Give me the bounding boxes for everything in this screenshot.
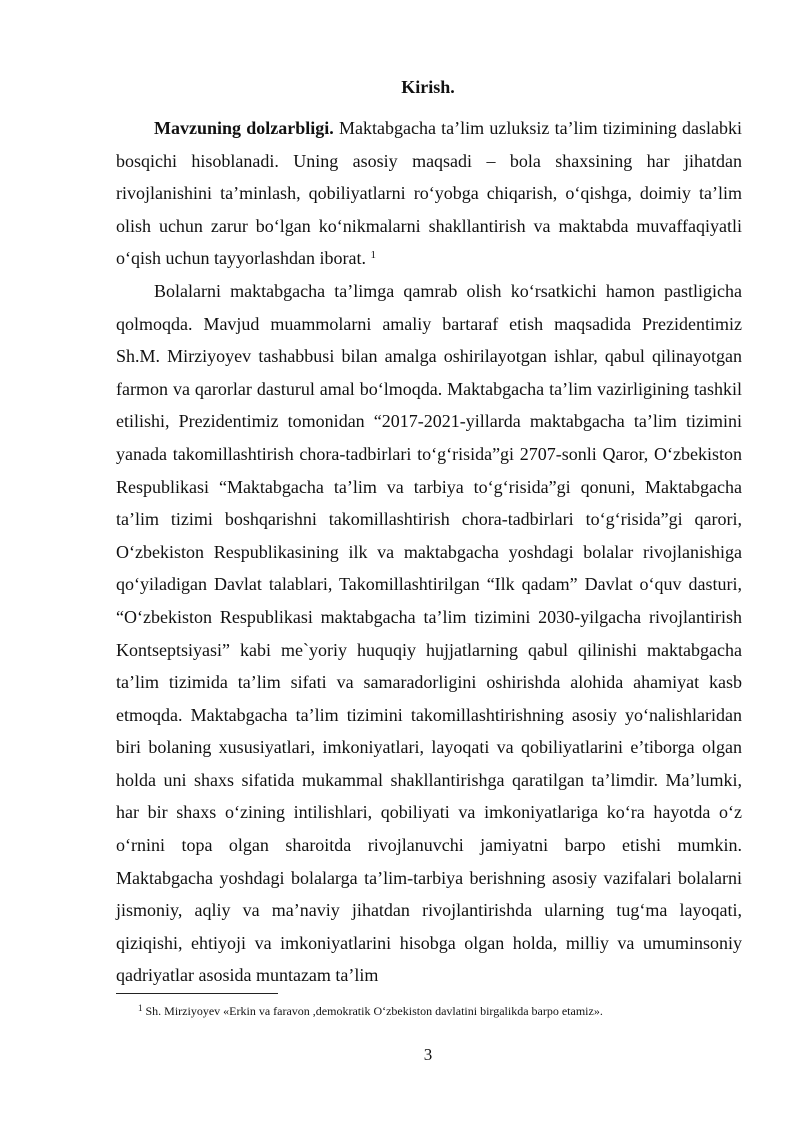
footnote-divider — [116, 993, 278, 994]
footnote — [138, 1003, 758, 1019]
paragraph-text: Maktabgacha ta’lim uzluksiz ta’lim tizimining daslabki bosqichi hisoblanadi. Uning asosiy maqsadi – bola shaxsining har jihatdan rivojlanishini ta’minlash, qobiliyatlarni ro‘yobga chiqarish, o‘qishga, doimiy ta’lim olish uchun zarur bo‘lgan ko‘nikmalarni shakllantirish va maktabda muvaffaqiyatli o‘qish uchun tayyorlashdan iborat. — [116, 118, 742, 269]
paragraph-lead: Mavzuning dolzarbligi. — [154, 118, 334, 138]
page-number: 3 — [423, 1045, 433, 1064]
footnote-reference: 1 — [370, 249, 376, 262]
section-heading: Kirish. — [401, 77, 455, 97]
footnote-text: Sh. Mirziyoyev «Erkin va faravon ,demokratik O‘zbekiston davlatini birgalikda barpo etamiz». — [145, 1004, 603, 1018]
paragraph-main: Bolalarni maktabgacha ta’limga qamrab olish ko‘rsatkichi hamon pastligicha qolmoqda. Mavjud muammolarni amaliy bartaraf etish maqsadida Prezidentimiz Sh.M. Mirziyoyev tashabbusi bilan amalga oshirilayotgan ishlar, qabul qilinayotgan farmon va qarorlar dasturul amal bo‘lmoqda. Maktabgacha ta’lim vazirligining tashkil etilishi, Prezidentimiz tomonidan “2017-2021-yillarda maktabgacha ta’lim tizimini yanada takomillashtirish chora-tadbirlari to‘g‘risida”gi 2707-sonli Qaror, O‘zbekiston Respublikasi “Maktabgacha ta’lim va tarbiya to‘g‘risida”gi qonuni, Maktabgacha ta’lim tizimi boshqarishni takomillashtirish chora-tadbirlari to‘g‘risida”gi qarori, O‘zbekiston Respublikasining ilk va maktabgacha yoshdagi bolalar rivojlanishiga qo‘yiladigan Davlat talablari, Takomillashtirilgan “Ilk qadam” Davlat o‘quv dasturi, “O‘zbekiston Respublikasi maktabgacha ta’lim tizimini 2030-yilgacha rivojlantirish Kontseptsiyasi” kabi me`yoriy huquqiy hujjatlarning qabul qilinishi maktabgacha ta’lim tizimida ta’lim sifati va samaradorligini oshirishda alohida ahamiyat kasb etmoqda. Maktabgacha ta’lim tizimini takomillashtirishning asosiy yo‘nalishlaridan biri bolaning xususiyatlari, imkoniyatlari, layoqati va qobiliyatlarini e’tiborga olgan holda uni shaxs sifatida mukammal shakllantirishga qaratilgan ta’limdir. Ma’lumki, har bir shaxs o‘zining intilishlari, qobiliyati va imkoniyatlariga ko‘ra hayotda o‘z o‘rnini topa olgan sharoitda rivojlanuvchi jamiyatni barpo etishi mumkin. Maktabgacha yoshdagi bolalarga ta’lim-tarbiya berishning asosiy vazifalari bolalarni jismoniy, aqliy va ma’naviy jihatdan rivojlantirishda ularning tug‘ma layoqati, qiziqishi, ehtiyoji va imkoniyatlarini hisobga olgan holda, milliy va umuminsoniy qadriyatlar asosida muntazam ta’lim — [116, 280, 742, 986]
paragraph-relevance — [116, 112, 742, 275]
body-text — [116, 112, 742, 992]
footnote-number: 1 — [138, 1003, 143, 1013]
